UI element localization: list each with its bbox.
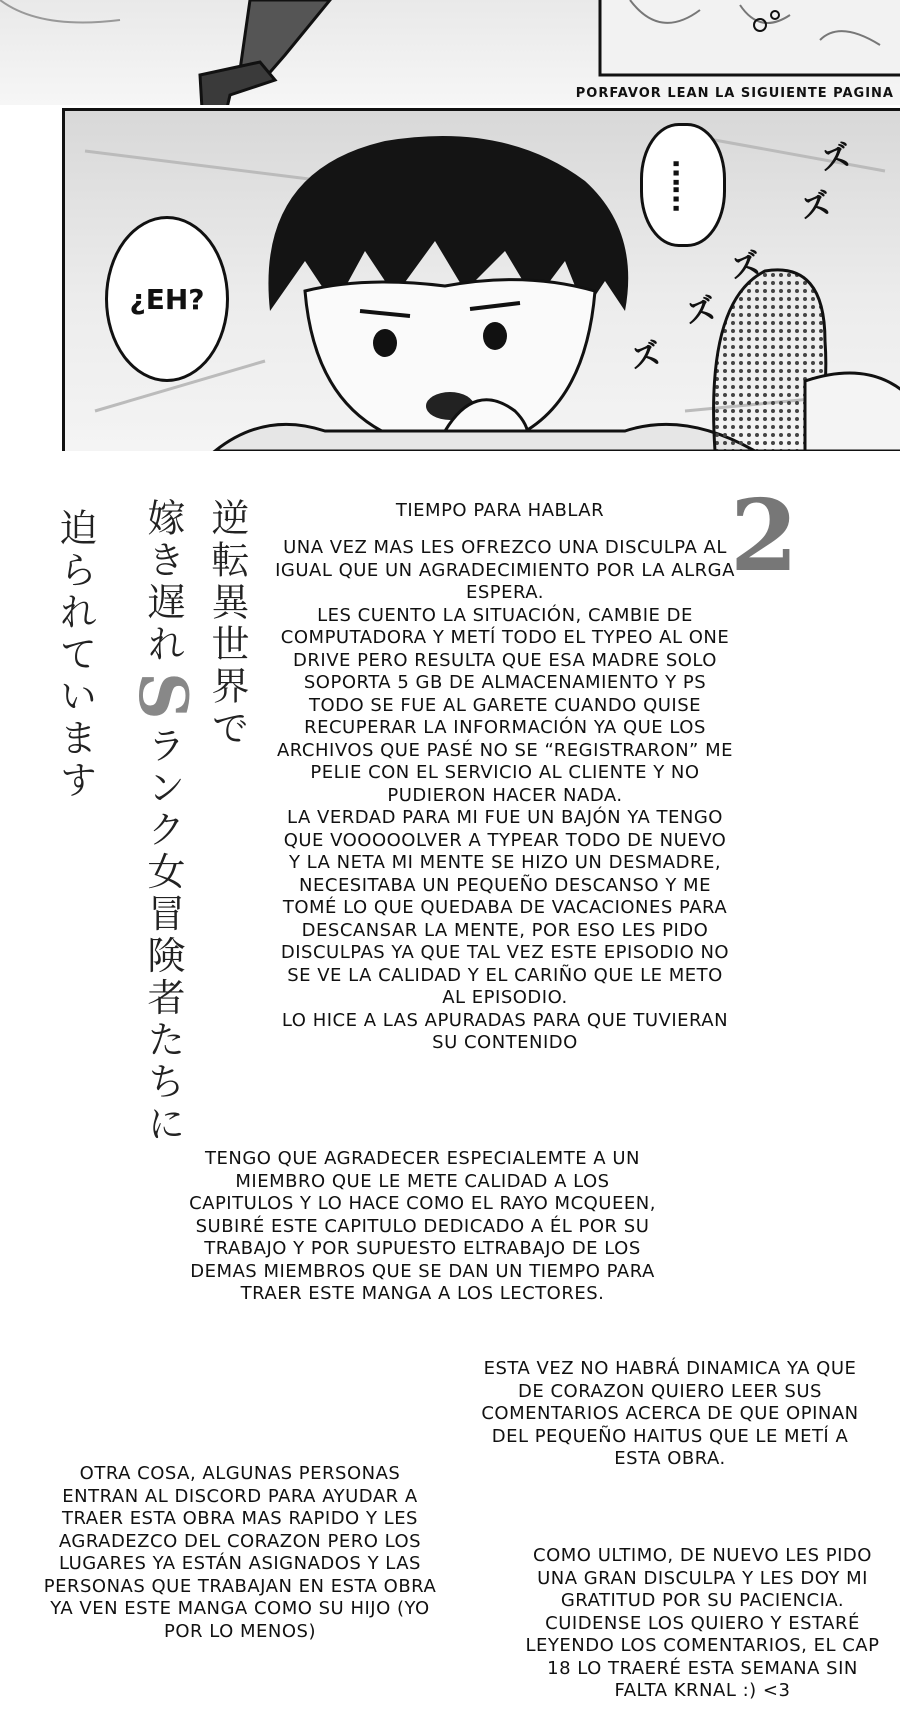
sfx-3: ズ bbox=[727, 246, 765, 287]
sfx-5: ズ bbox=[627, 336, 665, 377]
manga-panel bbox=[62, 108, 900, 451]
notes-main-text: UNA VEZ MAS LES OFREZCO UNA DISCULPA AL IGUAL QUE UN AGRADECIMIENTO POR LA ALRGA ESPERA. LES CUENTO LA SITUACIÓN, CAMBIE DE COMPUTADORA Y METÍ TODO EL TYPEO AL ONE DRIVE PERO RESULTA QUE ESA MADRE SOLO SOPORTA 5 GB DE ALMACENAMIENTO Y PS TODO SE FUE AL GARETE CUANDO QUISE RECUPERAR LA INFORMACIÓN YA QUE LOS ARCHIVOS QUE PASÉ NO SE “REGISTRARON” ME PELIE CON EL SERVICIO AL CLIENTE Y NO PUDIERON HACER NADA. LA VERDAD PARA MI FUE UN BAJÓN YA TENGO QUE VOOOOOLVER A TYPEAR TODO DE NUEVO Y LA NETA MI MENTE SE HIZO UN DESMADRE, NECESITABA UN PEQUEÑO DESCANSO Y ME TOMÉ LO QUE QUEDABA DE VACACIONES PARA DESCANSAR LA MENTE, POR ESO LES PIDO DISCULPAS YA QUE TAL VEZ ESTE EPISODIO NO SE VE LA CALIDAD Y EL CARIÑO QUE LE METO AL EPISODIO. LO HICE A LAS APURADAS PARA QUE TUVIERAN SU CONTENIDO bbox=[275, 537, 735, 1053]
speech-bubble-right bbox=[640, 123, 726, 247]
notes-thanks-text: TENGO QUE AGRADECER ESPECIALEMTE A UN MIEMBRO QUE LE METE CALIDAD A LOS CAPITULOS Y LO HACE COMO EL RAYO MCQUEEN, SUBIRÉ ESTE CAPITULO DEDICADO A ÉL POR SU TRABAJO Y POR SUPUESTO ELTRABAJO DE LOS DEMAS MIEMBROS QUE SE DAN UN TIEMPO PARA TRAER ESTE MANGA A LOS LECTORES. bbox=[189, 1148, 656, 1304]
top-note-text: PORFAVOR LEAN LA SIGUIENTE PAGINA bbox=[575, 86, 894, 101]
title-column-2-a: 嫁き遅れ bbox=[141, 498, 185, 666]
notes-heading: TIEMPO PARA HABLAR bbox=[395, 500, 605, 521]
speech-bubble-left-text: ¿EH? bbox=[129, 282, 205, 316]
sfx-1: ズ bbox=[817, 138, 855, 179]
notes-dinamica-text: ESTA VEZ NO HABRÁ DINAMICA YA QUE DE CORAZON QUIERO LEER SUS COMENTARIOS ACERCA DE QUE OPINAN DEL PEQUEÑO HAITUS QUE LE METÍ A ESTA OBRA. bbox=[481, 1358, 859, 1469]
notes-closing-text: COMO ULTIMO, DE NUEVO LES PIDO UNA GRAN DISCULPA Y LES DOY MI GRATITUD POR SU PACIENCIA. CUIDENSE LOS QUIERO Y ESTARÉ LEYENDO LOS COMENTARIOS, EL CAP 18 LO TRAERÉ ESTA SEMANA SIN FALTA KRNAL :) <3 bbox=[525, 1545, 880, 1701]
title-column-2 bbox=[124, 498, 202, 1146]
speech-bubble-right-text: …… bbox=[666, 159, 700, 211]
speech-bubble-left bbox=[105, 216, 229, 382]
sfx-2: ズ bbox=[797, 186, 835, 227]
title-column-1: 逆転異世界で bbox=[205, 498, 249, 750]
title-column-2-b: ランク女冒険者たちに bbox=[141, 725, 185, 1146]
notes-discord-text: OTRA COSA, ALGUNAS PERSONAS ENTRAN AL DISCORD PARA AYUDAR A TRAER ESTA OBRA MAS RAPIDO Y LES AGRADEZCO DEL CORAZON PERO LOS LUGARES YA ESTÁN ASIGNADOS Y LAS PERSONAS QUE TRABAJAN EN ESTA OBRA YA VEN ESTE MANGA COMO SU HIJO (YO POR LO MENOS) bbox=[43, 1463, 437, 1642]
title-rank-s: S bbox=[124, 672, 202, 720]
volume-number: 2 bbox=[730, 479, 799, 594]
title-column-3: 迫られています bbox=[53, 508, 97, 802]
sfx-4: ズ bbox=[682, 291, 720, 332]
